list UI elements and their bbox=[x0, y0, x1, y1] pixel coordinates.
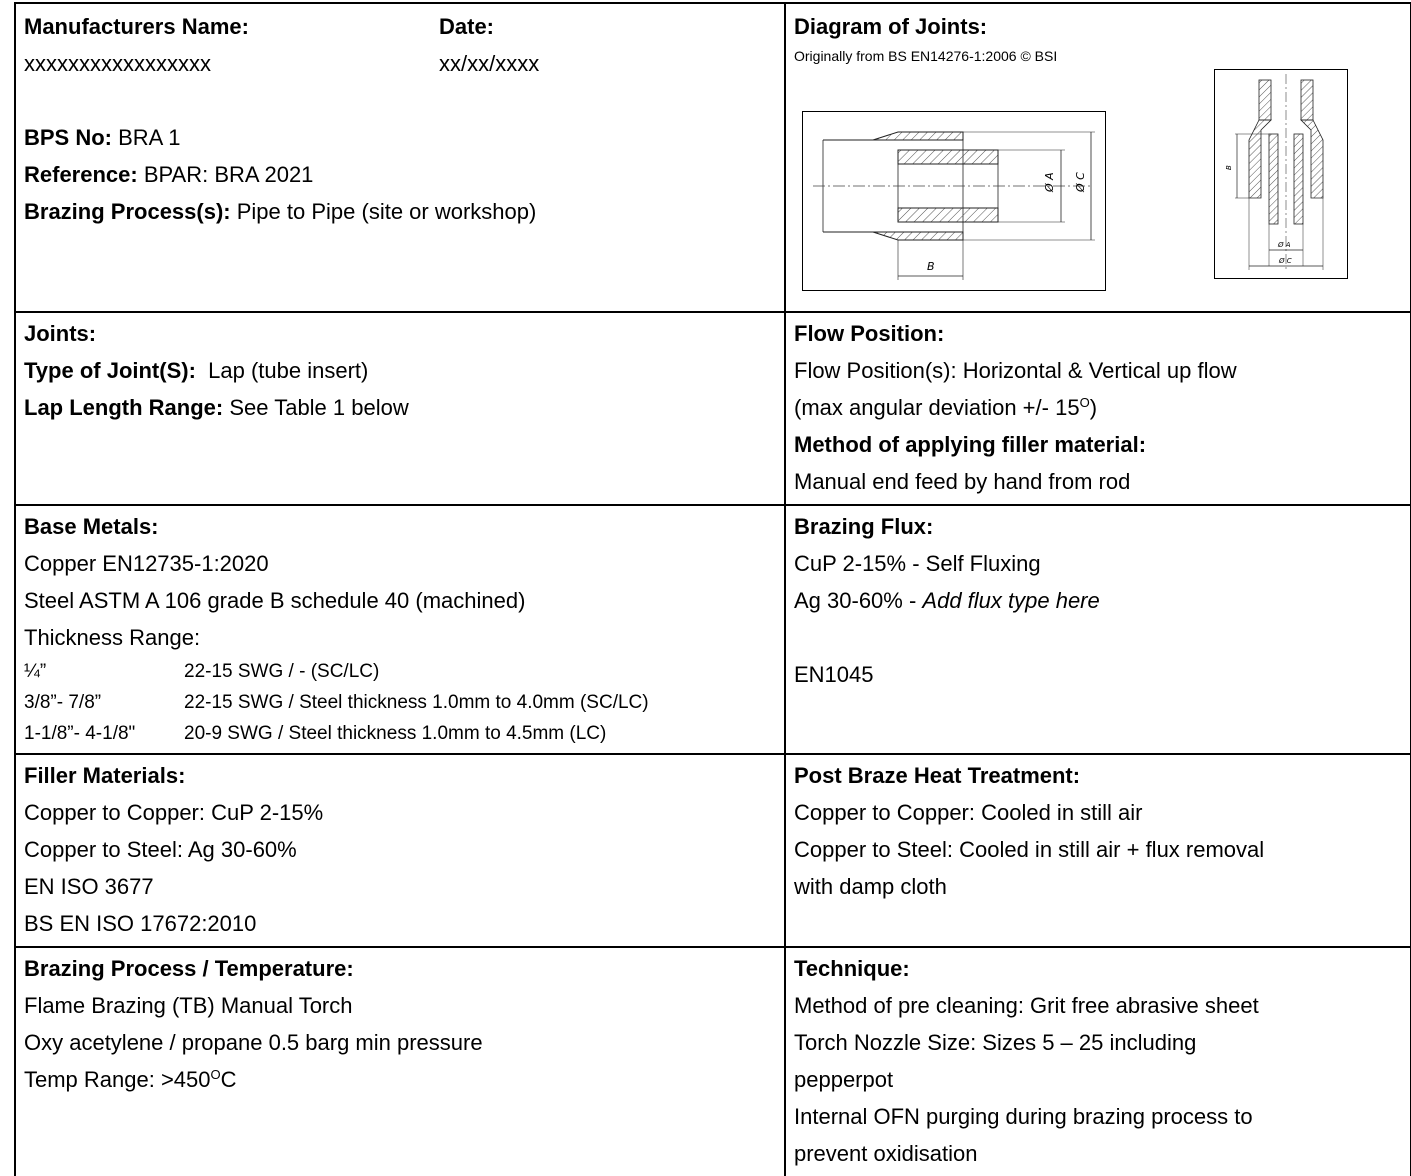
flow-line-1: Flow Position(s): Horizontal & Vertical up flow bbox=[794, 358, 1237, 383]
diagram-credit: Originally from BS EN14276-1:2006 © BSI bbox=[794, 48, 1058, 64]
label-b-vertical: B bbox=[1225, 165, 1233, 170]
flux-line-2: Ag 30-60% - Add flux type here bbox=[794, 588, 1100, 613]
base-metal-steel: Steel ASTM A 106 grade B schedule 40 (machined) bbox=[24, 588, 526, 613]
brazing-flux-cell bbox=[785, 505, 1411, 754]
filler-line: Copper to Copper: CuP 2-15% bbox=[24, 800, 324, 825]
technique-line: pepperpot bbox=[794, 1067, 894, 1092]
label-a: Ø A bbox=[1043, 172, 1056, 192]
technique-line: Internal OFN purging during brazing process to bbox=[794, 1104, 1253, 1129]
technique-line: Method of pre cleaning: Grit free abrasive sheet bbox=[794, 993, 1259, 1018]
process-line-2: Oxy acetylene / propane 0.5 barg min pressure bbox=[24, 1030, 483, 1055]
thickness-row: 1-1/8”- 4-1/8" 20-9 SWG / Steel thickness 1.0mm to 4.5mm (LC) bbox=[24, 723, 607, 744]
process-temp-title: Brazing Process / Temperature: bbox=[24, 956, 354, 981]
post-braze-title: Post Braze Heat Treatment: bbox=[794, 763, 1081, 788]
label-c-vertical: Ø C bbox=[1279, 257, 1292, 265]
diagram-cell bbox=[785, 3, 1411, 312]
reference: Reference: BPAR: BRA 2021 bbox=[24, 162, 314, 187]
temp-range: Temp Range: $>450^OC$ bbox=[24, 1067, 237, 1092]
technique-title: Technique: bbox=[794, 956, 910, 981]
technique-cell bbox=[785, 947, 1411, 1176]
label-c: Ø C bbox=[1074, 172, 1087, 192]
joints-cell bbox=[15, 312, 785, 505]
process-line-1: Flame Brazing (TB) Manual Torch bbox=[24, 993, 353, 1018]
brazing-procedure-table bbox=[14, 2, 1411, 1176]
lap-length: Lap Length Range: See Table 1 below bbox=[24, 395, 409, 420]
post-braze-line: with damp cloth bbox=[794, 874, 947, 899]
technique-line: Torch Nozzle Size: Sizes 5 – 25 including bbox=[794, 1030, 1197, 1055]
post-braze-line: Copper to Copper: Cooled in still air bbox=[794, 800, 1143, 825]
flux-title: Brazing Flux: bbox=[794, 514, 934, 539]
filler-title: Filler Materials: bbox=[24, 763, 186, 788]
thickness-row: ¼” 22-15 SWG / - (SC/LC) bbox=[24, 661, 380, 682]
method-value: Manual end feed by hand from rod bbox=[794, 469, 1131, 494]
flux-line-1: CuP 2-15% - Self Fluxing bbox=[794, 551, 1041, 576]
joints-title: Joints: bbox=[24, 321, 97, 346]
label-b: B bbox=[927, 260, 935, 273]
thickness-label: Thickness Range: bbox=[24, 625, 201, 650]
post-braze-line: Copper to Steel: Cooled in still air + flux removal bbox=[794, 837, 1265, 862]
diagram-title: Diagram of Joints: bbox=[794, 14, 988, 39]
horizontal-joint-diagram bbox=[802, 111, 1106, 291]
technique-line: prevent oxidisation bbox=[794, 1141, 978, 1166]
joint-type: Type of Joint(S): Lap (tube insert) bbox=[24, 358, 369, 383]
flow-position-cell bbox=[785, 312, 1411, 505]
flow-line-2: (max angular deviation +/- $15^O$) bbox=[794, 395, 1098, 420]
vertical-joint-diagram bbox=[1214, 69, 1348, 279]
bps-number: BPS No: BRA 1 bbox=[24, 125, 181, 150]
flow-title: Flow Position: bbox=[794, 321, 945, 346]
header-cell bbox=[15, 3, 785, 312]
filler-line: BS EN ISO 17672:2010 bbox=[24, 911, 257, 936]
manufacturer-label: Manufacturers Name: bbox=[24, 14, 249, 39]
base-metals-title: Base Metals: bbox=[24, 514, 159, 539]
manufacturer-value: xxxxxxxxxxxxxxxxx bbox=[24, 51, 211, 76]
thickness-row: 3/8”- 7/8” 22-15 SWG / Steel thickness 1.0mm to 4.0mm (SC/LC) bbox=[24, 692, 649, 713]
method-title: Method of applying filler material: bbox=[794, 432, 1147, 457]
filler-line: EN ISO 3677 bbox=[24, 874, 154, 899]
flux-standard: EN1045 bbox=[794, 662, 874, 687]
date-value: xx/xx/xxxx bbox=[439, 51, 540, 76]
base-metal-copper: Copper EN12735-1:2020 bbox=[24, 551, 269, 576]
process-temperature-cell bbox=[15, 947, 785, 1176]
filler-line: Copper to Steel: Ag 30-60% bbox=[24, 837, 297, 862]
date-label: Date: bbox=[439, 14, 495, 39]
label-a-vertical: Ø A bbox=[1278, 241, 1291, 249]
brazing-processes: Brazing Process(s): Pipe to Pipe (site or workshop) bbox=[24, 199, 537, 224]
filler-materials-cell bbox=[15, 754, 785, 947]
base-metals-cell bbox=[15, 505, 785, 754]
post-braze-cell bbox=[785, 754, 1411, 947]
